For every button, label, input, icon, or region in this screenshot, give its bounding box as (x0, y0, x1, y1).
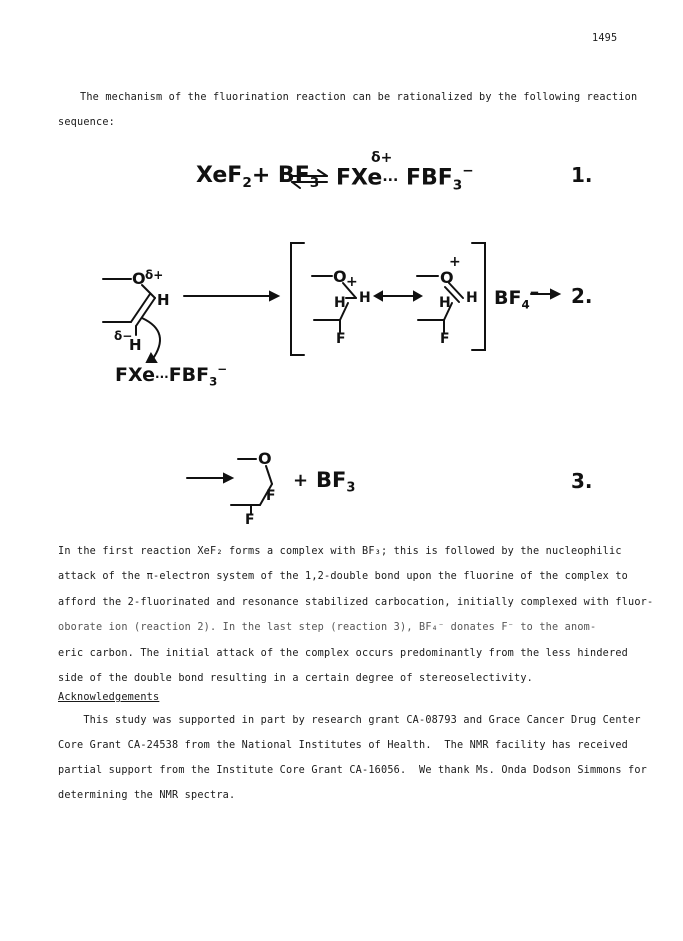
r2-reagent: $FXe\cdot\cdot\cdot FBF_3^-$ (115, 362, 228, 389)
resonance-arrow-left (375, 292, 382, 300)
ack-line-3: partial support from the Institute Core Grant CA-16056. We thank Ms. Onda Dodson Simmons for (58, 765, 648, 776)
ack-line-2: Core Grant CA-24538 from the National Institutes of Health. The NMR facility has received (58, 740, 629, 751)
r2-counterion: $BF_4^-$ (494, 285, 540, 312)
r2-cation2-H2: H (466, 290, 478, 306)
body-line-3: afford the 2-fluorinated and resonance stabilized carbocation, initially complexed with fluor- (58, 597, 654, 608)
body-line-4: oborate ion (reaction 2). In the last step (reaction 3), BF₄⁻ donates F⁻ to the anom- (58, 622, 597, 633)
resonance-arrow-right (414, 292, 421, 300)
c2-double-2 (445, 287, 459, 302)
r3-bond-O-C1 (266, 466, 272, 484)
reaction-3-label: 3. (571, 469, 593, 493)
c2-double-1 (449, 283, 463, 298)
r2-left-O: O (132, 269, 146, 288)
r2-cation2-H1: H (439, 295, 451, 311)
r2-final-arrow-head (551, 290, 559, 298)
page-number: 1495 (592, 33, 618, 44)
ack-line-1: This study was supported in part by research grant CA-08793 and Grace Cancer Drug Center (58, 715, 641, 726)
r2-cation1-H2: H (359, 290, 371, 306)
ack-heading: Acknowledgements (58, 692, 160, 703)
body-line-5: eric carbon. The initial attack of the complex occurs predominantly from the less hindered (58, 648, 629, 659)
r3-F2: F (245, 512, 255, 528)
r3-F1: F (266, 488, 276, 504)
reaction-1-label: 1. (571, 163, 593, 187)
r3-bf3: $BF_3$ (316, 468, 356, 496)
r2-cation1-F: F (336, 331, 346, 347)
r3-O: O (258, 449, 272, 468)
bf3: $BF_3$ (277, 163, 320, 191)
r2-cation1-plus: + (346, 274, 358, 290)
c1-bond-O-C1 (343, 283, 356, 298)
bracket-right (472, 243, 485, 350)
c1-bond-C1-C2 (340, 303, 348, 320)
r3-plus: + (293, 470, 309, 491)
reaction-1-equation: $XeF_2+ BF_3$ (196, 163, 320, 191)
c2-bond-C1-C2 (444, 303, 452, 320)
body-line-6: side of the double bond resulting in a certain degree of stereoselectivity. (58, 673, 534, 684)
reaction-2-label: 2. (571, 284, 593, 308)
r2-cation2-O: O (440, 268, 454, 287)
r2-main-arrow-head (270, 292, 278, 300)
r2-cation2-F: F (440, 331, 450, 347)
r2-left-delta-plus: δ+ (145, 268, 164, 282)
r2-left-delta-minus: δ− (114, 329, 133, 343)
reaction-1-product: $FXe\cdot\cdot\cdot FBF_3^-$ (336, 163, 474, 194)
ack-line-4: determining the NMR spectra. (58, 790, 236, 801)
r2-cation1-O: O (333, 267, 347, 286)
bracket-left (291, 243, 304, 355)
r2-cation2-plus: + (449, 254, 461, 270)
r3-bond-C1-C2 (260, 484, 272, 505)
xef2: XeF$_2$ (196, 163, 252, 191)
r2-left-H2: H (129, 336, 142, 354)
r2-left-H: H (157, 291, 170, 309)
reaction-1-delta-plus: δ+ (371, 150, 393, 166)
intro-line-2: sequence: (58, 117, 116, 128)
intro-line-1: The mechanism of the fluorination reaction can be rationalized by the following reaction (80, 92, 638, 103)
r3-arrow-head (224, 474, 232, 482)
body-line-2: attack of the π-electron system of the 1,2-double bond upon the fluorine of the complex to (58, 571, 629, 582)
body-line-1: In the first reaction XeF₂ forms a complex with BF₃; this is followed by the nucleophilic (58, 546, 622, 557)
r2-cation1-H1: H (334, 295, 346, 311)
